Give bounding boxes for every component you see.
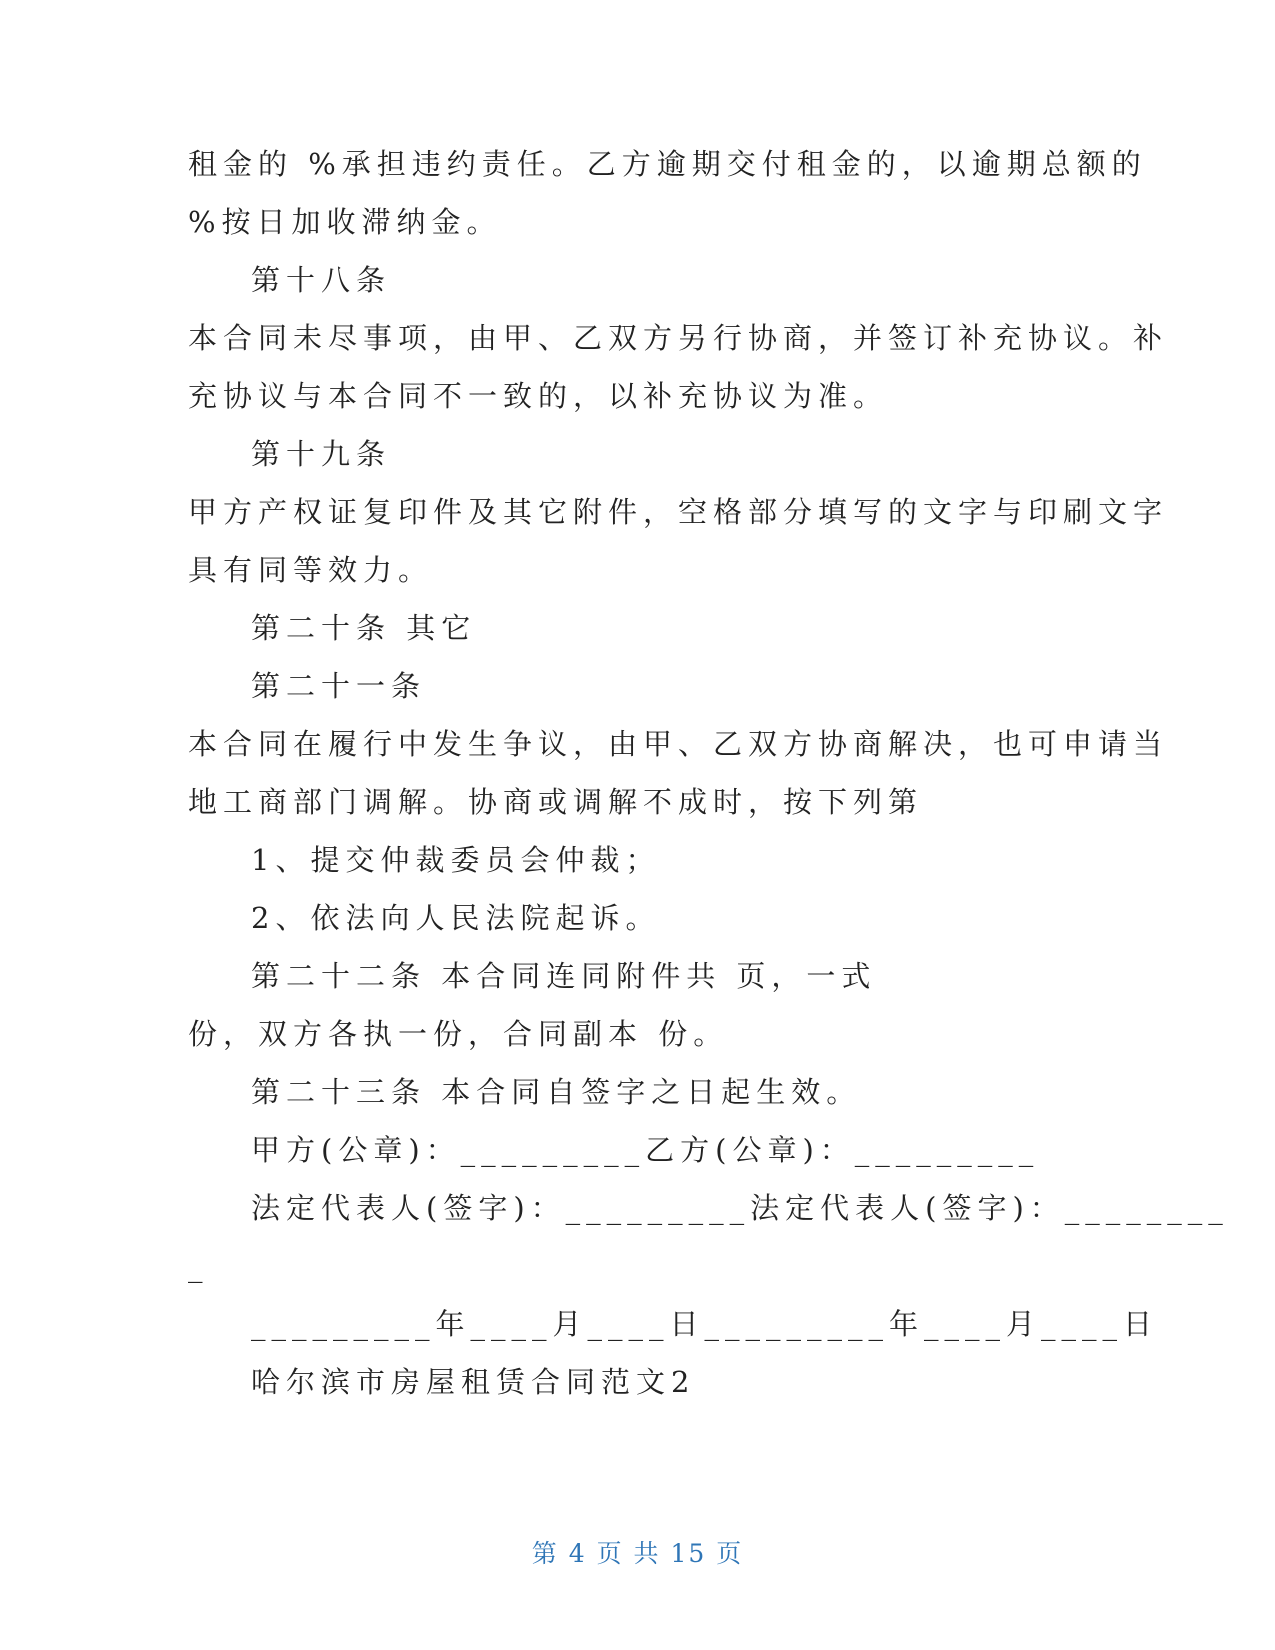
signature-line-seal: 甲方(公章)：_________乙方(公章)：_________ <box>251 1133 1040 1167</box>
article-heading: 第二十条 其它 <box>251 611 477 645</box>
signature-line-continuation: _ <box>188 1249 209 1283</box>
article-heading: 第十八条 <box>251 263 392 297</box>
paragraph-line: %按日加收滞纳金。 <box>188 205 502 239</box>
article-heading: 第二十三条 本合同自签字之日起生效。 <box>251 1075 862 1109</box>
list-item: 2、依法向人民法院起诉。 <box>251 901 661 935</box>
paragraph-line: 本合同在履行中发生争议，由甲、乙双方协商解决，也可申请当 <box>188 727 1169 761</box>
page-number-footer: 第 4 页 共 15 页 <box>531 1539 744 1568</box>
article-heading: 第二十二条 本合同连同附件共 页，一式 <box>251 959 877 993</box>
article-heading: 第十九条 <box>251 437 392 471</box>
paragraph-line: 本合同未尽事项，由甲、乙双方另行协商，并签订补充协议。补 <box>188 321 1169 355</box>
paragraph-line: 地工商部门调解。协商或调解不成时，按下列第 <box>188 785 924 819</box>
article-heading: 第二十一条 <box>251 669 427 703</box>
section-title: 哈尔滨市房屋租赁合同范文2 <box>251 1365 696 1399</box>
paragraph-line: 具有同等效力。 <box>188 553 434 587</box>
paragraph-line: 份，双方各执一份，合同副本 份。 <box>188 1017 729 1051</box>
paragraph-line: 充协议与本合同不一致的，以补充协议为准。 <box>188 379 889 413</box>
paragraph-line: 甲方产权证复印件及其它附件，空格部分填写的文字与印刷文字 <box>188 495 1169 529</box>
signature-date-line: _________年____月____日_________年____月____日 <box>251 1307 1159 1341</box>
signature-line-representative: 法定代表人(签字)：_________法定代表人(签字)：________ <box>251 1191 1229 1225</box>
paragraph-line: 租金的 %承担违约责任。乙方逾期交付租金的，以逾期总额的 <box>188 147 1147 181</box>
list-item: 1、提交仲裁委员会仲裁； <box>251 843 661 877</box>
